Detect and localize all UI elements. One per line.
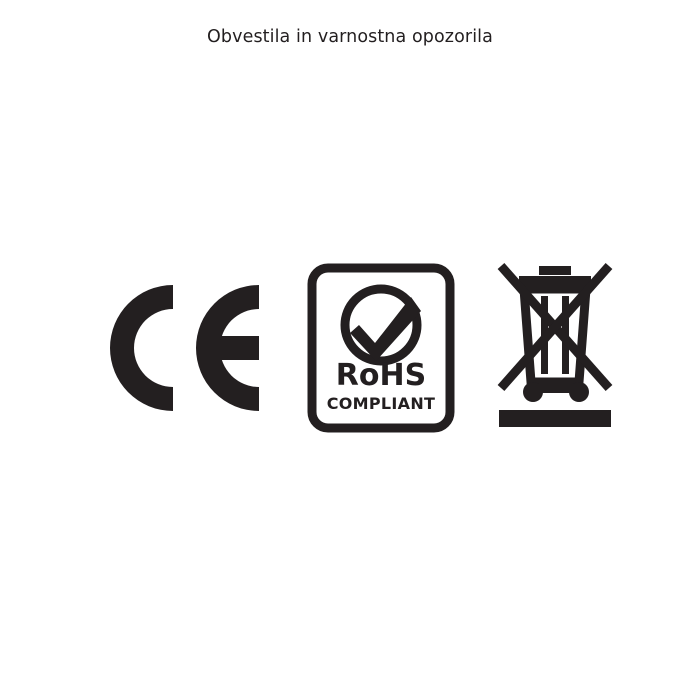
svg-text:COMPLIANT: COMPLIANT — [326, 393, 436, 413]
rohs-compliant-icon — [307, 263, 455, 433]
weee-symbol — [491, 260, 619, 435]
ce-marking-icon — [81, 273, 271, 423]
svg-text:RoHS: RoHS — [335, 357, 427, 393]
weee-crossed-out-wheelie-bin-icon — [491, 260, 619, 435]
page-title: Obvestila in varnostna opozorila — [207, 27, 493, 47]
rohs-compliant-badge — [307, 263, 455, 433]
ce-marking — [81, 273, 271, 423]
compliance-symbols-row — [0, 255, 700, 440]
